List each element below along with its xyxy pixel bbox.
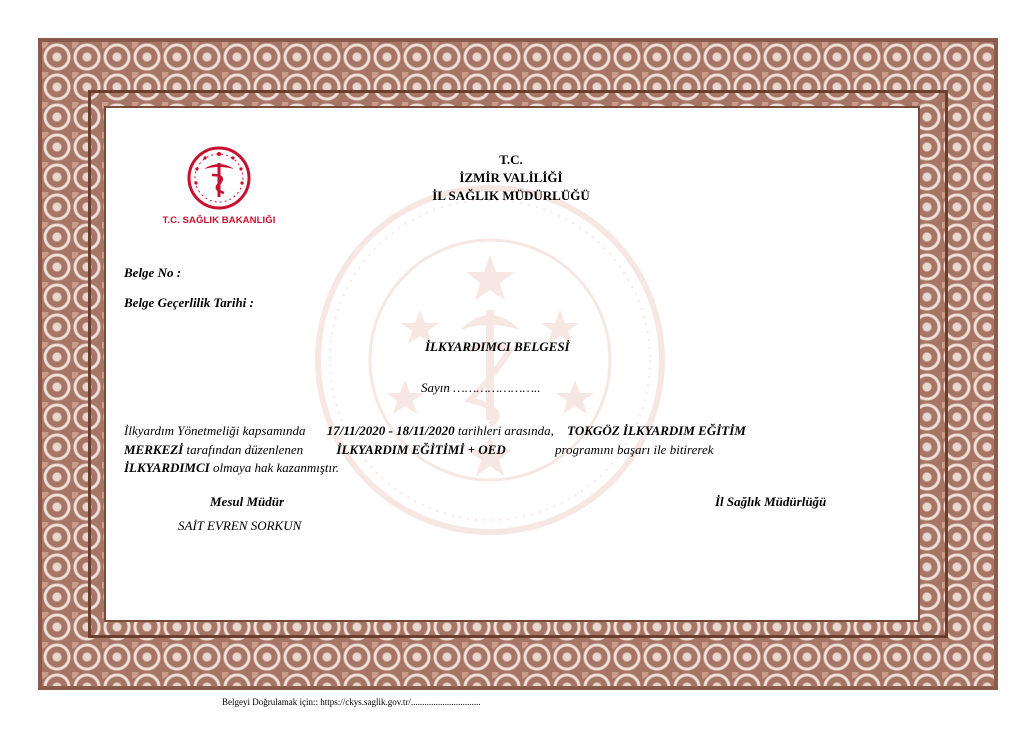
program-name: İLKYARDIM EĞİTİMİ + OED <box>336 442 506 457</box>
ministry-seal-watermark <box>310 180 670 540</box>
verification-footer: Belgeyi Doğrulamak için:: https://ckys.saglik.gov.tr/............................... <box>222 697 481 707</box>
ministry-emblem-icon <box>160 145 278 215</box>
body-conclusion: olmaya hak kazanmıştır. <box>212 460 340 475</box>
body-line-1 <box>124 423 746 439</box>
body-organized-by: tarafından düzenlenen <box>186 442 304 457</box>
certified-role: İLKYARDIMCI <box>124 460 210 475</box>
signature-left-name: SAİT EVREN SORKUN <box>178 518 302 533</box>
signature-left-title: Mesul Müdür <box>210 494 285 509</box>
gecerlilik-tarihi-label: Belge Geçerlilik Tarihi : <box>124 295 254 310</box>
recipient-line: Sayın ………………….. <box>421 380 541 395</box>
body-line-3 <box>124 460 339 476</box>
body-dates-suffix: tarihleri arasında, <box>457 423 554 438</box>
training-dates: 17/11/2020 - 18/11/2020 <box>326 423 455 438</box>
training-center-name-2: MERKEZİ <box>124 442 184 457</box>
body-completion: programını başarı ile bitirerek <box>554 442 714 457</box>
ministry-logo-label: T.C. SAĞLIK BAKANLIĞI <box>162 215 276 226</box>
body-line-2 <box>124 442 714 458</box>
header-line-mudurluk: İL SAĞLIK MÜDÜRLÜĞÜ <box>432 188 590 203</box>
training-center-name-1: TOKGÖZ İLKYARDIM EĞİTİM <box>567 423 746 438</box>
ministry-logo <box>160 145 278 235</box>
signature-right-title: İl Sağlık Müdürlüğü <box>715 494 827 509</box>
belge-no-label: Belge No : <box>124 265 182 280</box>
body-intro: İlkyardım Yönetmeliği kapsamında <box>124 423 306 438</box>
header-line-valilik: İZMİR VALİLİĞİ <box>459 170 563 185</box>
certificate-title: İLKYARDIMCI BELGESİ <box>425 339 570 354</box>
header-line-tc: T.C. <box>499 152 523 167</box>
